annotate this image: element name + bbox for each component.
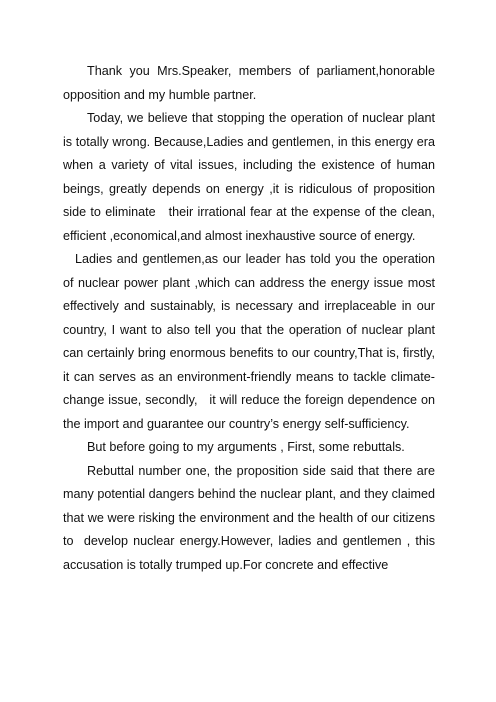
paragraph-position: Today, we believe that stopping the operation of nuclear plant is totally wrong. Because,Ladies and gentlemen, in this energy era when a variety of vital issues, including the existence of human beings, greatly depends on energy ,it is ridiculous of proposition side to eliminate their irrational fear at the expense of the clean, efficient ,economical,and almost inexhaustive source of energy. <box>63 111 435 243</box>
paragraph-rebuttal-one: Rebuttal number one, the proposition side said that there are many potential dangers behind the nuclear plant, and they claimed that we were risking the environment and the health of our citizens to develop nuclear energy.However, ladies and gentlemen , this accusation is totally trumped up.For concrete and effective <box>63 463 435 572</box>
document-page <box>63 60 435 577</box>
paragraph-transition: But before going to my arguments , First, some rebuttals. <box>87 440 405 454</box>
paragraph-opening: Thank you Mrs.Speaker, members of parliament,honorable opposition and my humble partner. <box>63 64 435 102</box>
paragraph-benefits: Ladies and gentlemen,as our leader has told you the operation of nuclear power plant ,which can address the energy issue most effectively and sustainably, is necessary and irreplaceable in our country, I want to also tell you that the operation of nuclear plant can certainly bring enormous benefits to our country,That is, firstly, it can serves as an environment-friendly means to tackle climate-change issue, secondly, it will reduce the foreign dependence on the import and guarantee our country’s energy self-sufficiency. <box>63 252 435 431</box>
